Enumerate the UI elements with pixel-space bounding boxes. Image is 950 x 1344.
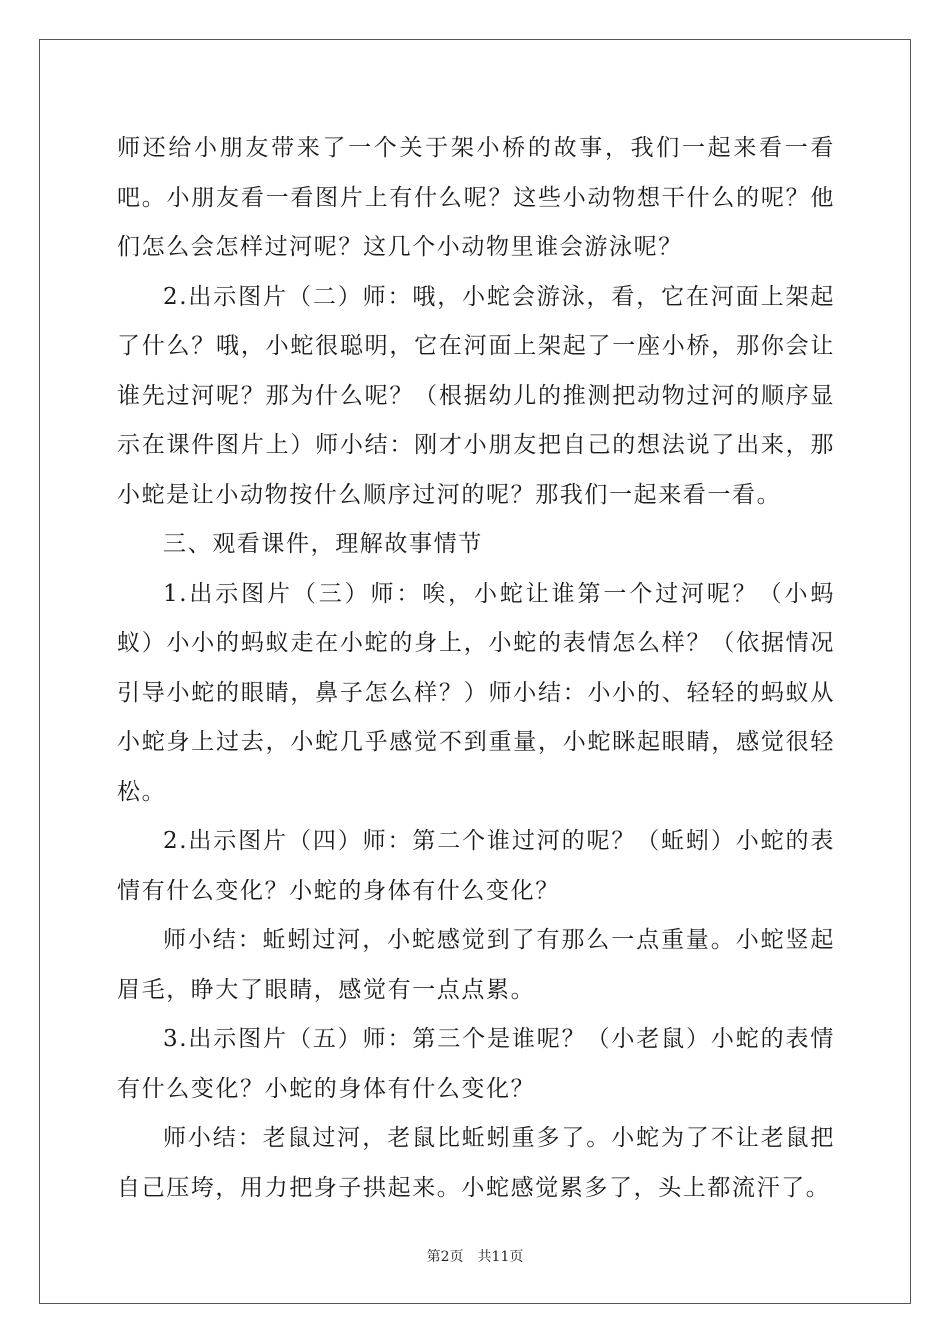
paragraph-picture-three: 1.出示图片（三）师：唉，小蛇让谁第一个过河呢？（小蚂蚁）小小的蚂蚁走在小蛇的身上，小蛇的表情怎么样？（依据情况引导小蛇的眼睛，鼻子怎么样？）师小结：小小的、轻轻的蚂蚁从小蛇身上过去，小蛇几乎感觉不到重量，小蛇眯起眼睛，感觉很轻松。	[117, 580, 835, 805]
document-body	[117, 124, 835, 1213]
paragraph-picture-five: 3.出示图片（五）师：第三个是谁呢？（小老鼠）小蛇的表情有什么变化？小蛇的身体有什么变化？	[117, 1026, 835, 1102]
paragraph-summary-mouse: 师小结：老鼠过河，老鼠比蚯蚓重多了。小蛇为了不让老鼠把自己压垮，用力把身子拱起来。小蛇感觉累多了，头上都流汗了。	[117, 1125, 835, 1201]
paragraph-picture-four: 2.出示图片（四）师：第二个谁过河的呢？（蚯蚓）小蛇的表情有什么变化？小蛇的身体有什么变化？	[117, 828, 835, 904]
section-heading: 三、观看课件，理解故事情节	[163, 531, 483, 557]
paragraph-continuation: 师还给小朋友带来了一个关于架小桥的故事，我们一起来看一看吧。小朋友看一看图片上有什么呢？这些小动物想干什么的呢？他们怎么会怎样过河呢？这几个小动物里谁会游泳呢？	[117, 135, 835, 260]
paragraph-picture-two: 2.出示图片（二）师：哦，小蛇会游泳，看，它在河面上架起了什么？哦，小蛇很聪明，它在河面上架起了一座小桥，那你会让谁先过河呢？那为什么呢？（根据幼儿的推测把动物过河的顺序显示在课件图片上）师小结：刚才小朋友把自己的想法说了出来，那小蛇是让小动物按什么顺序过河的呢？那我们一起来看一看。	[117, 283, 835, 508]
paragraph-summary-earthworm: 师小结：蚯蚓过河，小蛇感觉到了有那么一点重量。小蛇竖起眉毛，睁大了眼睛，感觉有一点点累。	[117, 927, 835, 1003]
page-number-footer: 第2页 共11页	[426, 1249, 524, 1265]
